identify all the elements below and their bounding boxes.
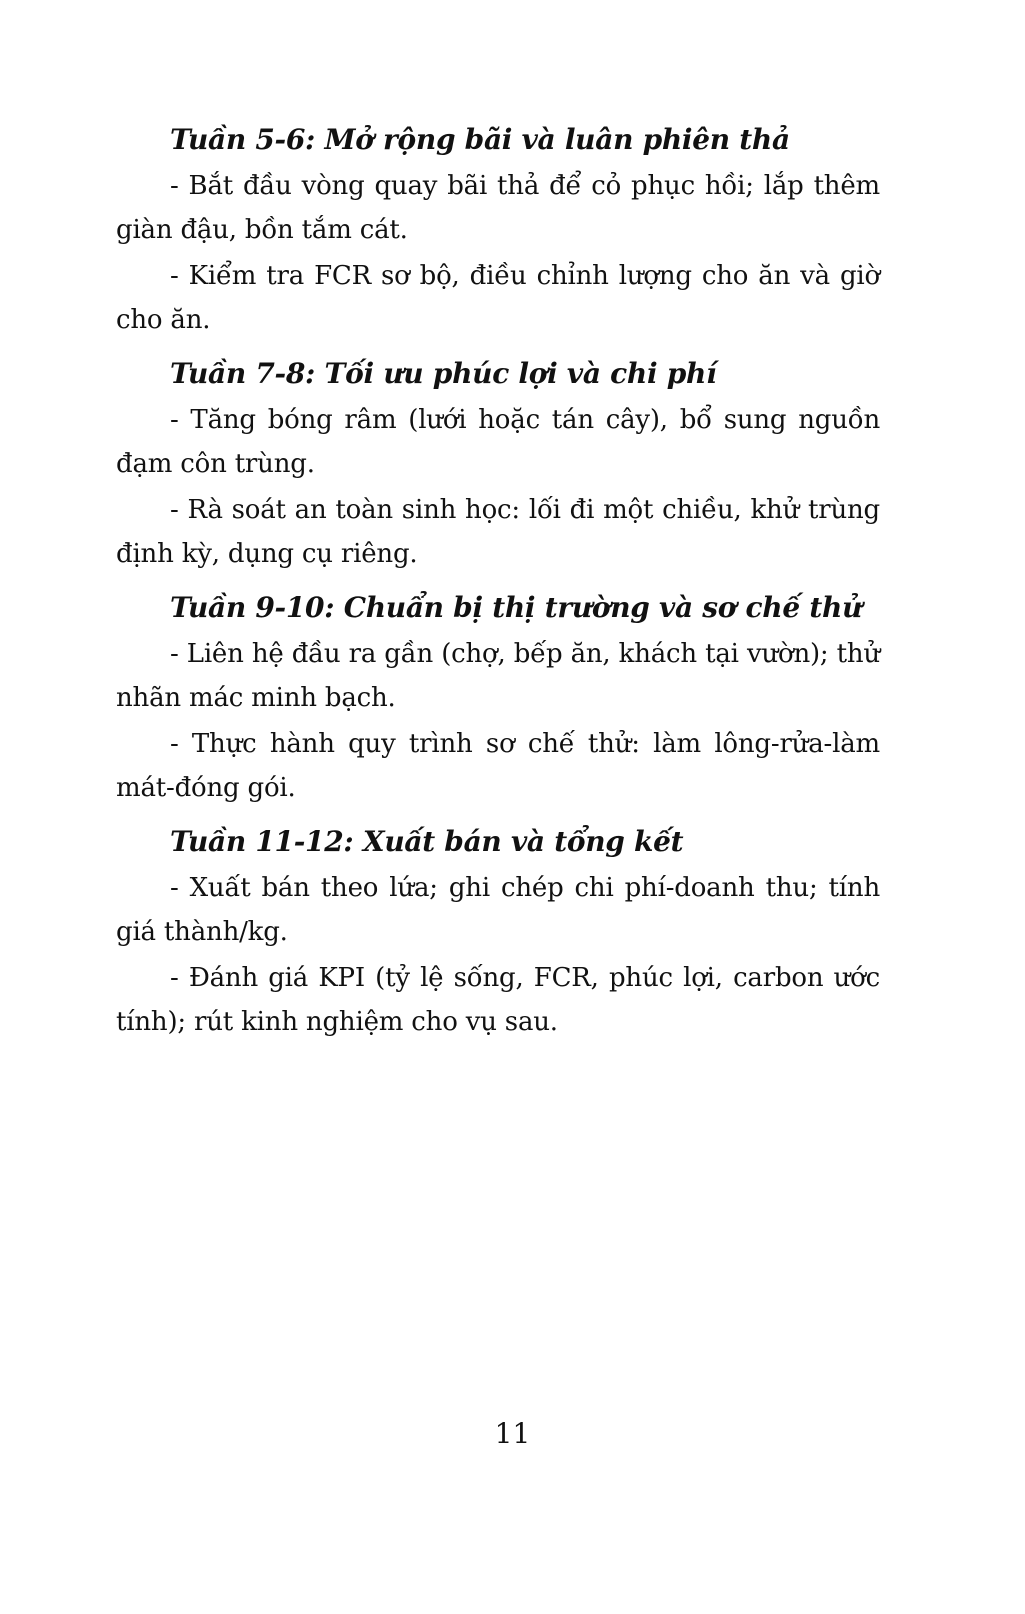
page-number: 11 xyxy=(494,1417,531,1450)
section-week-5-6 xyxy=(116,118,880,342)
section-week-7-8 xyxy=(116,352,880,576)
bullet-item: - Liên hệ đầu ra gần (chợ, bếp ăn, khách tại vườn); thử nhãn mác minh bạch. xyxy=(116,639,880,713)
bullet-item: - Xuất bán theo lứa; ghi chép chi phí-doanh thu; tính giá thành/kg. xyxy=(116,873,880,947)
section-heading: Tuần 5-6: Mở rộng bãi và luân phiên thả xyxy=(170,123,790,156)
page-body xyxy=(116,118,880,1046)
section-heading: Tuần 7-8: Tối ưu phúc lợi và chi phí xyxy=(170,357,717,390)
section-week-11-12 xyxy=(116,820,880,1044)
bullet-item: - Tăng bóng râm (lưới hoặc tán cây), bổ sung nguồn đạm côn trùng. xyxy=(116,405,880,479)
bullet-item: - Bắt đầu vòng quay bãi thả để cỏ phục hồi; lắp thêm giàn đậu, bồn tắm cát. xyxy=(116,171,880,245)
bullet-item: - Đánh giá KPI (tỷ lệ sống, FCR, phúc lợi, carbon ước tính); rút kinh nghiệm cho vụ sau. xyxy=(116,963,880,1037)
section-heading: Tuần 9-10: Chuẩn bị thị trường và sơ chế thử xyxy=(170,591,863,624)
section-week-9-10 xyxy=(116,586,880,810)
bullet-item: - Thực hành quy trình sơ chế thử: làm lông-rửa-làm mát-đóng gói. xyxy=(116,729,880,803)
bullet-item: - Rà soát an toàn sinh học: lối đi một chiều, khử trùng định kỳ, dụng cụ riêng. xyxy=(116,495,880,569)
section-heading: Tuần 11-12: Xuất bán và tổng kết xyxy=(170,825,684,858)
bullet-item: - Kiểm tra FCR sơ bộ, điều chỉnh lượng cho ăn và giờ cho ăn. xyxy=(116,261,880,335)
